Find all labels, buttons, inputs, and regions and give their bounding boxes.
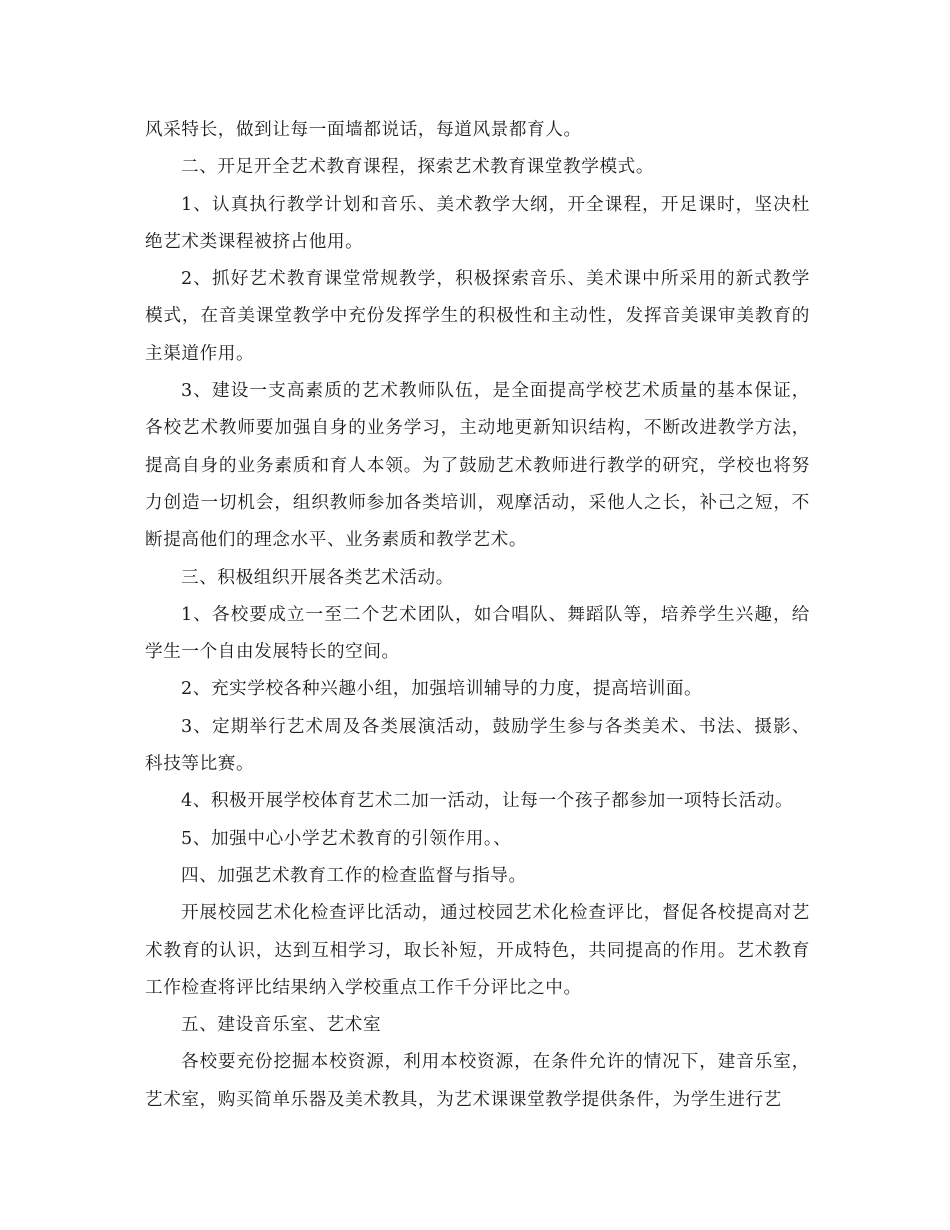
paragraph: 1、各校要成立一至二个艺术团队，如合唱队、舞蹈队等，培养学生兴趣，给学生一个自由发展特长的空间。 [145, 604, 810, 663]
section-heading: 二、开足开全艺术教育课程，探索艺术教育课堂教学模式。 [181, 157, 655, 178]
paragraph: 2、抓好艺术教育课堂常规教学，积极探索音乐、美术课中所采用的新式教学模式，在音美课堂教学中充份发挥学生的积极性和主动性，发挥音美课审美教育的主渠道作用。 [145, 269, 810, 364]
paragraph: 4、积极开展学校体育艺术二加一活动，让每一个孩子都参加一项特长活动。 [181, 791, 794, 812]
paragraph: 风采特长，做到让每一面墙都说话，每道风景都育人。 [145, 120, 582, 140]
paragraph: 3、定期举行艺术周及各类展演活动，鼓励学生参与各类美术、书法、摄影、科技等比赛。 [145, 716, 810, 775]
paragraph: 开展校园艺术化检查评比活动，通过校园艺术化检查评比，督促各校提高对艺术教育的认识，达到互相学习，取长补短，开成特色，共同提高的作用。艺术教育工作检查将评比结果纳入学校重点工作千分评比之中。 [145, 903, 810, 998]
paragraph: 2、充实学校各种兴趣小组，加强培训辅导的力度，提高培训面。 [181, 679, 703, 700]
paragraph: 5、加强中心小学艺术教育的引领作用。、 [181, 828, 512, 849]
paragraph: 1、认真执行教学计划和音乐、美术教学大纲，开全课程，开足课时，坚决杜绝艺术类课程被挤占他用。 [145, 194, 810, 252]
section-heading: 三、积极组织开展各类艺术活动。 [181, 567, 454, 588]
paragraph: 3、建设一支高素质的艺术教师队伍，是全面提高学校艺术质量的基本保证，各校艺术教师要加强自身的业务学习，主动地更新知识结构，不断改进教学方法，提高自身的业务素质和育人本领。为了鼓励艺术教师进行教学的研究，学校也将努力创造一切机会，组织教师参加各类培训，观摩活动，采他人之长，补己之短，不断提高他们的理念水平、业务素质和教学艺术。 [145, 381, 810, 551]
section-heading: 四、加强艺术教育工作的检查监督与指导。 [181, 865, 527, 886]
paragraph: 各校要充份挖掘本校资源，利用本校资源，在条件允许的情况下，建音乐室，艺术室，购买简单乐器及美术教具，为艺术课课堂教学提供条件，为学生进行艺 [145, 1052, 810, 1110]
section-heading: 五、建设音乐室、艺术室 [181, 1015, 382, 1036]
document-body [145, 112, 810, 1119]
